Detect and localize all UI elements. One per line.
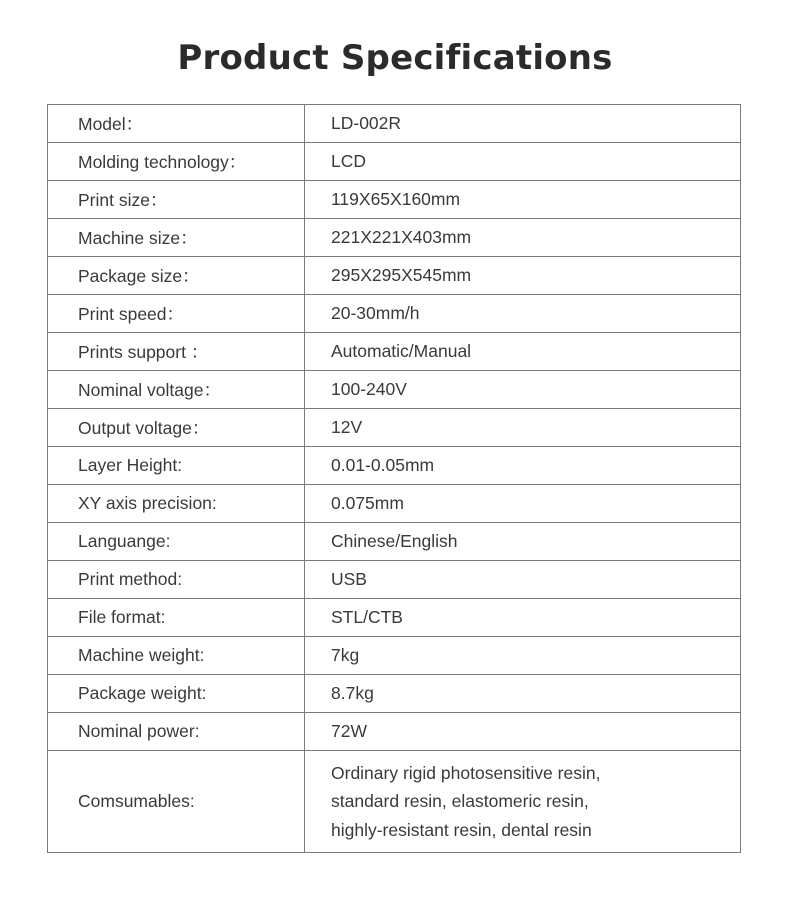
spec-value: 295X295X545mm — [305, 257, 741, 295]
table-row — [48, 599, 741, 637]
spec-value: 100-240V — [305, 371, 741, 409]
spec-value: 119X65X160mm — [305, 181, 741, 219]
table-row — [48, 105, 741, 143]
table-row — [48, 219, 741, 257]
spec-label: Languange: — [48, 523, 305, 561]
spec-table — [47, 104, 741, 853]
table-row — [48, 523, 741, 561]
spec-label: File format: — [48, 599, 305, 637]
table-row — [48, 713, 741, 751]
table-row — [48, 675, 741, 713]
spec-label: Molding technology： — [48, 143, 305, 181]
spec-value: Automatic/Manual — [305, 333, 741, 371]
spec-value: STL/CTB — [305, 599, 741, 637]
consumables-line: highly-resistant resin, dental resin — [331, 819, 592, 840]
spec-value: Chinese/English — [305, 523, 741, 561]
table-row — [48, 333, 741, 371]
table-row — [48, 143, 741, 181]
table-row — [48, 295, 741, 333]
spec-value: LCD — [305, 143, 741, 181]
spec-value: 12V — [305, 409, 741, 447]
spec-label: Machine weight: — [48, 637, 305, 675]
spec-label: Print size： — [48, 181, 305, 219]
consumables-line: Ordinary rigid photosensitive resin, — [331, 762, 601, 783]
table-row — [48, 181, 741, 219]
spec-label: Print speed： — [48, 295, 305, 333]
table-row — [48, 485, 741, 523]
page-title: Product Specifications — [177, 38, 613, 78]
table-row — [48, 447, 741, 485]
spec-label: Nominal power: — [48, 713, 305, 751]
spec-value: 72W — [305, 713, 741, 751]
spec-label: Comsumables: — [48, 751, 305, 853]
spec-value: LD-002R — [305, 105, 741, 143]
table-row-consumables — [48, 751, 741, 853]
spec-label: Model： — [48, 105, 305, 143]
spec-value: 20-30mm/h — [305, 295, 741, 333]
consumables-value — [305, 751, 741, 853]
table-row — [48, 257, 741, 295]
spec-label: Prints support ： — [48, 333, 305, 371]
spec-label: Package size： — [48, 257, 305, 295]
spec-label: Nominal voltage： — [48, 371, 305, 409]
spec-value: 7kg — [305, 637, 741, 675]
spec-label: Output voltage： — [48, 409, 305, 447]
table-row — [48, 637, 741, 675]
spec-value: 0.01-0.05mm — [305, 447, 741, 485]
spec-value: USB — [305, 561, 741, 599]
spec-label: Print method: — [48, 561, 305, 599]
spec-label: XY axis precision: — [48, 485, 305, 523]
spec-label: Layer Height: — [48, 447, 305, 485]
spec-value: 221X221X403mm — [305, 219, 741, 257]
spec-value: 8.7kg — [305, 675, 741, 713]
spec-value: 0.075mm — [305, 485, 741, 523]
spec-label: Package weight: — [48, 675, 305, 713]
consumables-line: standard resin, elastomeric resin, — [331, 791, 589, 812]
table-row — [48, 409, 741, 447]
spec-label: Machine size： — [48, 219, 305, 257]
table-row — [48, 561, 741, 599]
spec-table-body — [48, 105, 741, 853]
table-row — [48, 371, 741, 409]
